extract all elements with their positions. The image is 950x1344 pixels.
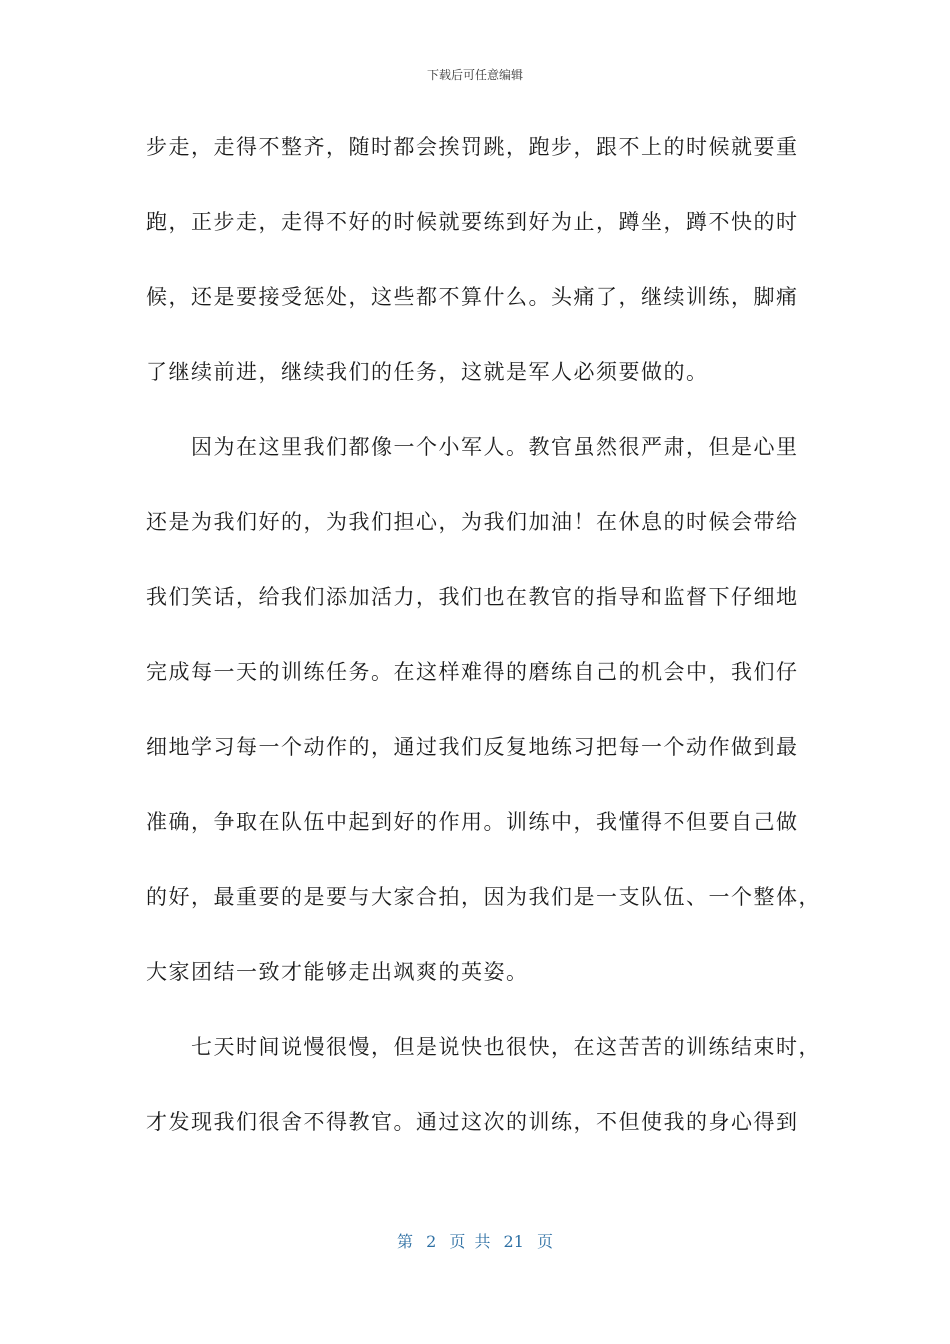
footer-prefix: 第	[396, 1232, 413, 1251]
text-line: 因为在这里我们都像一个小军人。教官虽然很严肃，但是心里	[146, 435, 799, 459]
page-footer	[0, 1229, 950, 1252]
text-line: 跑，正步走，走得不好的时候就要练到好为止，蹲坐，蹲不快的时	[146, 210, 799, 234]
text-line: 了继续前进，继续我们的任务，这就是军人必须要做的。	[146, 360, 709, 384]
text-line: 步走，走得不整齐，随时都会挨罚跳，跑步，跟不上的时候就要重	[146, 135, 799, 159]
text-line: 细地学习每一个动作的，通过我们反复地练习把每一个动作做到最	[146, 735, 799, 759]
text-line: 我们笑话，给我们添加活力，我们也在教官的指导和监督下仔细地	[146, 585, 799, 609]
text-line: 准确，争取在队伍中起到好的作用。训练中，我懂得不但要自己做	[146, 810, 799, 834]
text-line: 候，还是要接受惩处，这些都不算什么。头痛了，继续训练，脚痛	[146, 285, 799, 309]
text-line: 七天时间说慢很慢，但是说快也很快，在这苦苦的训练结束时，	[146, 1035, 821, 1059]
body-text	[146, 128, 821, 1178]
text-line: 完成每一天的训练任务。在这样难得的磨练自己的机会中，我们仔	[146, 660, 799, 684]
footer-middle: 页 共	[449, 1232, 491, 1251]
page-header: 下载后可任意编辑	[426, 68, 523, 82]
text-line: 还是为我们好的，为我们担心，为我们加油！在休息的时候会带给	[146, 510, 799, 534]
footer-total-pages: 21	[503, 1232, 524, 1251]
text-line: 大家团结一致才能够走出飒爽的英姿。	[146, 960, 529, 984]
footer-page-number: 2	[426, 1232, 437, 1251]
text-line: 的好，最重要的是要与大家合拍，因为我们是一支队伍、一个整体，	[146, 885, 821, 909]
footer-suffix: 页	[537, 1232, 554, 1251]
text-line: 才发现我们很舍不得教官。通过这次的训练，不但使我的身心得到	[146, 1110, 799, 1134]
